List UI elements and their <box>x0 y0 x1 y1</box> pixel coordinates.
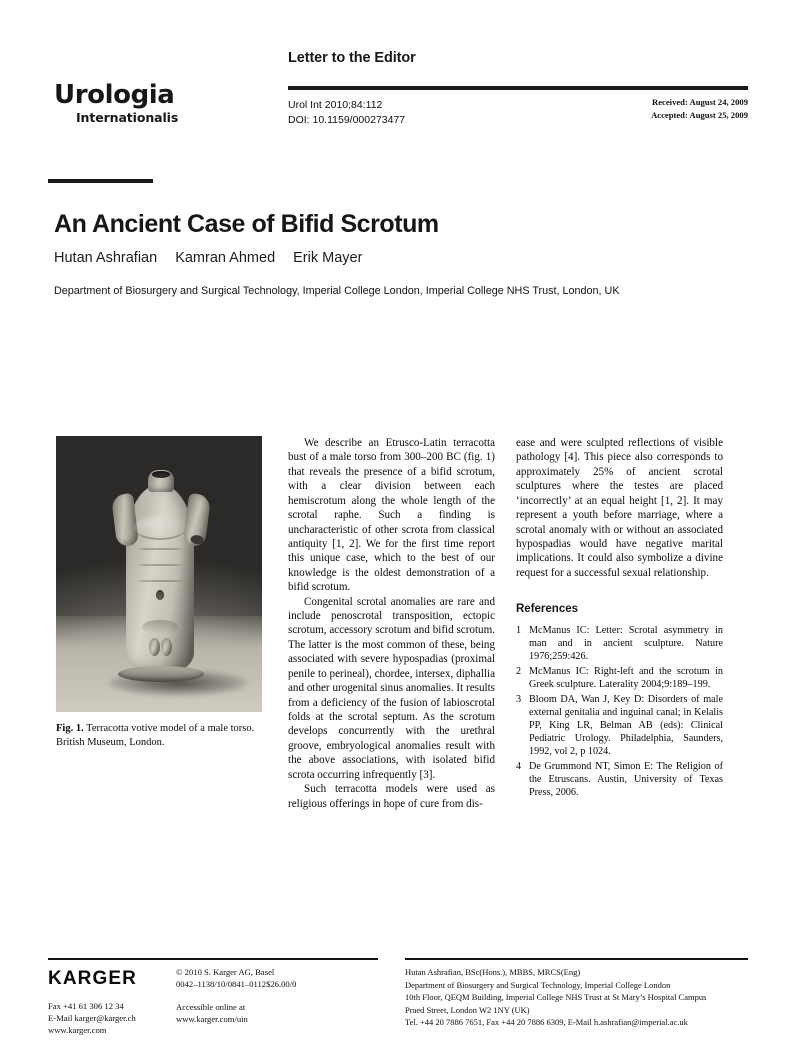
author-list <box>54 250 734 266</box>
paragraph: ease and were sculpted reflections of visible pathology [4]. This piece also corresponds to approximately 25% of ancient scrotal sculptures where the testes are placed ‘incorrectly’ at an equal height [1, 2]. It may represent a youth before marriage, where a scrotal anomaly with or without an associated hypospadias would have negative marital implications. It could also symbolize a divine request for a successful sexual relationship. <box>516 437 723 579</box>
citation-line: Urol Int 2010;84:112 <box>288 99 383 111</box>
affiliation: Department of Biosurgery and Surgical Technology, Imperial College London, Imperial College NHS Trust, London, UK <box>54 285 620 297</box>
reference-item <box>516 625 723 664</box>
paragraph: We describe an Etrusco-Latin terracotta bust of a male torso from 300–200 BC (fig. 1) that reveals the presence of a bifid scrotum, with a clear division between each hemiscrotum along the whole length of the scrotal raphe. Such a finding is uncharacteristic of other scrota from classical antiquity [1, 2]. We for the first time report this unique case, which to the best of our knowledge is the oldest demonstration of a bifid scrotum. <box>288 437 495 594</box>
paragraph: Congenital scrotal anomalies are rare and include penoscrotal transposition, ectopic scrotum, accessory scrotum and bifid scrotum. The latter is the most common of these, being associated with severe hypospadias (proximal penile to perineal), chordee, intersex, diphallia and other urogenital sinus anomalies. It results from a deficiency of the fusion of labioscrotal folds at the scrotal septum. As the scrotum develops concurrently with the urethral groove, embryological anomalies result with the above associations, with isolated bifid scrota occurring infrequently [3]. <box>288 595 495 781</box>
title-rule <box>48 179 153 183</box>
figure-photo <box>56 436 262 712</box>
author-1: Hutan Ashrafian <box>54 250 158 266</box>
reference-number: 1 <box>516 625 522 637</box>
reference-text: McManus IC: Right-left and the scrotum in Greek sculpture. Laterality 2004;9:189–199. <box>529 666 723 690</box>
section-label: Letter to the Editor <box>288 50 416 66</box>
torso-abdominal-line-3 <box>138 580 182 582</box>
doi-line: DOI: 10.1159/000273477 <box>288 113 406 126</box>
journal-name-main: Urologia <box>54 80 175 110</box>
references-list <box>516 625 723 799</box>
copyright-block <box>176 966 296 990</box>
reference-text: Bloom DA, Wan J, Key D: Disorders of male external genitalia and inguinal canal; in Kelalis PP, King LR, Belman AB (eds): Clinical Pediatric Urology. Philadelphia, Saunders, 1992, vol 2, p 1024. <box>529 693 723 757</box>
author-2: Kamran Ahmed <box>175 250 276 266</box>
reference-item <box>516 761 723 800</box>
torso-pectorals <box>134 516 186 540</box>
corresponding-department: Department of Biosurgery and Surgical Technology, Imperial College London <box>405 979 671 990</box>
online-access-block <box>176 1001 248 1025</box>
reference-number: 4 <box>516 760 522 772</box>
torso-groin <box>142 620 178 634</box>
reference-item <box>516 694 723 759</box>
accessible-online-url[interactable]: www.karger.com/uin <box>176 1014 248 1025</box>
reference-item <box>516 666 723 692</box>
reference-text: McManus IC: Letter: Scrotal asymmetry in man and in ancient sculpture. Nature 1976;259:426. <box>529 625 723 663</box>
body-column-2 <box>516 436 723 802</box>
accessible-online-label: Accessible online at <box>176 1002 246 1012</box>
journal-name-sub: Internationalis <box>76 110 179 125</box>
journal-masthead <box>54 82 254 125</box>
torso-right-arm-stump <box>183 493 211 547</box>
references-heading: References <box>516 603 579 616</box>
torso-body <box>126 484 194 674</box>
reference-text: De Grummond NT, Simon E: The Religion of the Etruscans. Austin, University of Texas Press, 2006. <box>529 760 723 798</box>
figure-label: Fig. 1. <box>56 723 84 734</box>
issn-line: 0042–1138/10/0841–0112$26.00/0 <box>176 979 297 990</box>
accepted-date: Accepted: August 25, 2009 <box>651 109 748 120</box>
torso-base <box>118 666 204 682</box>
body-column-1 <box>288 436 495 811</box>
header-rule <box>288 86 748 90</box>
footer-rule-right <box>405 958 748 960</box>
torso-navel <box>156 590 164 600</box>
publisher-contact <box>48 1000 136 1037</box>
torso-neck <box>148 470 174 492</box>
publisher-website[interactable]: www.karger.com <box>48 1025 107 1036</box>
figure-1 <box>56 436 262 750</box>
corresponding-author-block <box>405 966 753 1029</box>
corresponding-contact: Tel. +44 20 7886 7651, Fax +44 20 7886 6309, E-Mail h.ashrafian@imperial.ac.uk <box>405 1017 688 1028</box>
copyright-line: © 2010 S. Karger AG, Basel <box>176 967 275 977</box>
publisher-logo: KARGER <box>48 968 137 989</box>
corresponding-name: Hutan Ashrafian, BSc(Hons.), MBBS, MRCS(Eng) <box>405 967 581 977</box>
paragraph: Such terracotta models were used as religious offerings in hope of cure from dis- <box>288 783 495 810</box>
terracotta-torso <box>112 470 208 686</box>
torso-hemiscrotum-left <box>149 638 160 656</box>
submission-dates <box>651 96 748 122</box>
reference-number: 2 <box>516 666 522 678</box>
author-3: Erik Mayer <box>293 250 363 266</box>
footer-rule-left <box>48 958 378 960</box>
page-title: An Ancient Case of Bifid Scrotum <box>54 209 439 238</box>
publisher-email[interactable]: E-Mail karger@karger.ch <box>48 1013 136 1024</box>
corresponding-street: Praed Street, London W2 1NY (UK) <box>405 1004 530 1015</box>
corresponding-building: 10th Floor, QEQM Building, Imperial College NHS Trust at St Mary’s Hospital Campus <box>405 992 707 1003</box>
figure-caption-text: Terracotta votive model of a male torso. British Museum, London. <box>56 723 255 748</box>
received-date: Received: August 24, 2009 <box>652 97 748 107</box>
figure-caption <box>56 722 262 750</box>
torso-hemiscrotum-right <box>161 638 172 656</box>
torso-abdominal-line-1 <box>138 548 182 550</box>
torso-abdominal-line-2 <box>138 564 182 566</box>
publisher-fax: Fax +41 61 306 12 34 <box>48 1001 124 1011</box>
citation-block <box>288 98 405 128</box>
reference-number: 3 <box>516 693 522 705</box>
